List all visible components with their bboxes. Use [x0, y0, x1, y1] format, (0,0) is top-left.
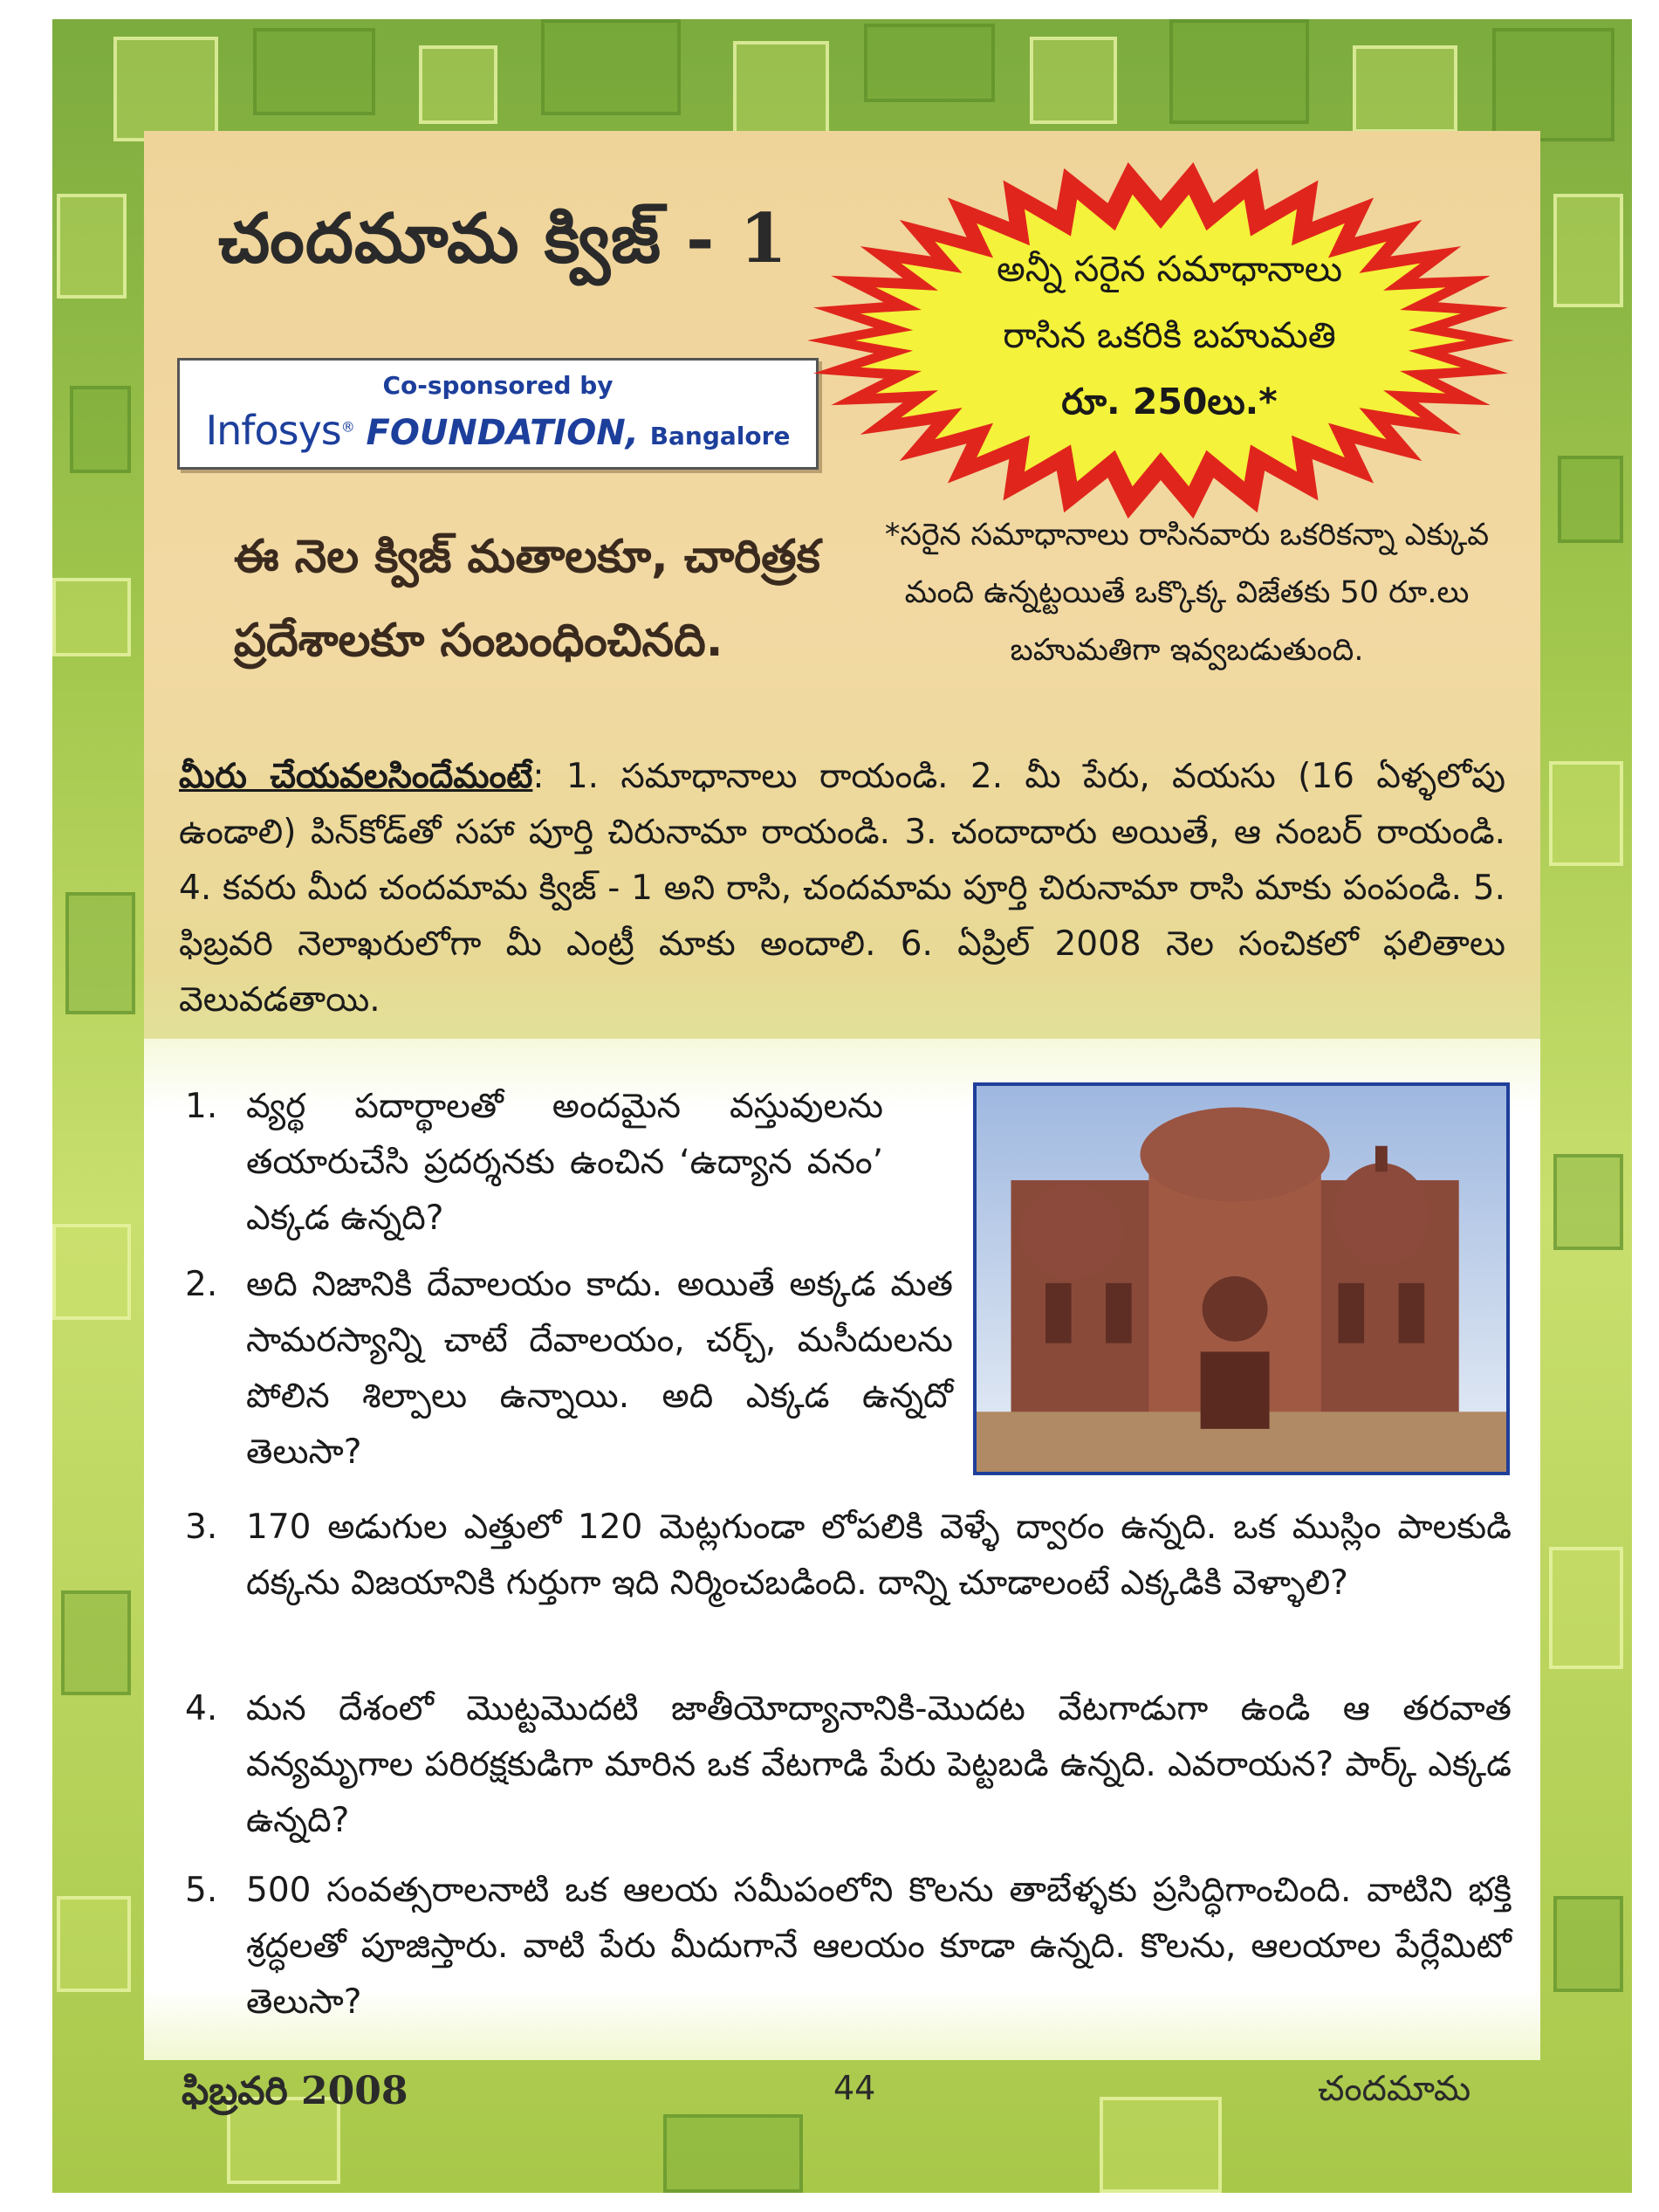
decor-square: [1553, 1896, 1623, 1992]
decor-square: [864, 24, 995, 102]
temple-photo: [973, 1082, 1510, 1475]
question-5: [185, 1863, 1512, 2030]
decor-square: [1100, 2097, 1222, 2193]
decor-square: [61, 1590, 131, 1695]
decor-square: [663, 2114, 803, 2193]
decor-square: [52, 578, 131, 656]
decor-square: [113, 37, 218, 141]
decor-square: [253, 28, 375, 115]
decor-square: [541, 19, 681, 115]
decor-square: [1558, 456, 1623, 543]
decor-square: [1553, 1154, 1623, 1250]
question-number: 4.: [185, 1689, 218, 1728]
decor-square: [1353, 45, 1457, 133]
sponsor-caption: Co-sponsored by: [382, 371, 614, 400]
decor-square: [65, 892, 135, 1014]
decor-square: [57, 1896, 131, 1992]
decor-square: [1549, 1547, 1623, 1669]
prize-line-1: అన్నీ సరైన సమాధానాలు: [996, 248, 1343, 290]
question-number: 2.: [185, 1265, 218, 1304]
prize-line-2: రాసిన ఒకరికి బహుమతి: [1003, 314, 1336, 356]
question-2: [185, 1257, 953, 1480]
quiz-title: చందమామ క్విజ్ - 1: [218, 199, 788, 278]
sponsor-box: [177, 358, 819, 470]
instructions: [179, 749, 1505, 1028]
decor-square: [1553, 194, 1623, 307]
question-1: [185, 1079, 883, 1247]
prize-footnote: *సరైన సమాధానాలు రాసినవారు ఒకరికన్నా ఎక్కువ మంది ఉన్నట్టయితే ఒక్కొక్క విజేతకు 50 రూ.లు బహుమతిగా ఇవ్వబడుతుంది.: [884, 518, 1490, 668]
question-number: 5.: [185, 1871, 218, 1910]
sponsor-city: Bangalore: [649, 422, 791, 450]
decor-square: [70, 386, 131, 473]
prize-amount: రూ. 250లు.*: [1061, 381, 1278, 422]
sponsor-foundation: FOUNDATION,: [366, 413, 639, 453]
decor-square: [52, 1224, 131, 1320]
sponsor-brand: Infosys: [205, 407, 341, 454]
decor-square: [1030, 37, 1117, 124]
question-text: అది నిజానికి దేవాలయం కాదు. అయితే అక్కడ మత సామరస్యాన్ని చాటే దేవాలయం, చర్చ్, మసీదులను పోలిన శిల్పాలు ఉన్నాయి. అది ఎక్కడ ఉన్నదో తెలుసా?: [246, 1265, 953, 1472]
question-3: [185, 1500, 1512, 1611]
question-text: 500 సంవత్సరాలనాటి ఒక ఆలయ సమీపంలోని కొలను తాబేళ్ళకు ప్రసిద్ధిగాంచింది. వాటిని భక్తి శ్రద్ధలతో పూజిస్తారు. వాటి పేరు మీదుగానే ఆలయం కూడా ఉన్నది. కొలను, ఆలయాల పేర్లేమిటో తెలుసా?: [246, 1871, 1512, 2022]
question-text: మన దేశంలో మొట్టమొదటి జాతీయోద్యానానికి-మొదట వేటగాడుగా ఉండి ఆ తరవాత వన్యమృగాల పరిరక్షకుడిగా మారిన ఒక వేటగాడి పేరు పెట్టబడి ఉన్నది. ఎవరాయన? పార్క్ ఎక్కడ ఉన్నది?: [246, 1689, 1512, 1840]
decor-square: [1549, 761, 1623, 866]
decor-square: [57, 194, 127, 299]
decor-square: [1492, 28, 1614, 141]
footer-magazine-name: చందమామ: [1318, 2069, 1471, 2109]
instructions-lead: మీరు చేయవలసిందేమంటే: [179, 757, 533, 796]
question-4: [185, 1681, 1512, 1849]
decor-square: [733, 41, 829, 137]
instructions-body: : 1. సమాధానాలు రాయండి. 2. మీ పేరు, వయసు (16 ఏళ్ళలోపు ఉండాలి) పిన్‌కోడ్‌తో సహా పూర్తి చిరునామా రాయండి. 3. చందాదారు అయితే, ఆ నంబర్ రాయండి. 4. కవరు మీద చందమామ క్విజ్ - 1 అని రాసి, చందమామ పూర్తి చిరునామా రాసి మాకు పంపండి. 5. ఫిబ్రవరి నెలాఖరులోగా మీ ఎంట్రీ మాకు అందాలి. 6. ఏప్రిల్ 2008 నెల సంచికలో ఫలితాలు వెలువడతాయి.: [179, 757, 1506, 1020]
prize-announcement: [951, 236, 1388, 435]
footer-page-number: 44: [833, 2069, 876, 2107]
decor-square: [419, 45, 497, 124]
question-number: 1.: [185, 1087, 218, 1126]
question-text: వ్యర్థ పదార్థాలతో అందమైన వస్తువులను తయారుచేసి ప్రదర్శనకు ఉంచిన ‘ఉద్యాన వనం’ ఎక్కడ ఉన్నది?: [246, 1087, 883, 1238]
sponsor-logo: Infosys® FOUNDATION, Bangalore: [205, 407, 791, 454]
question-text: 170 అడుగుల ఎత్తులో 120 మెట్లగుండా లోపలికి వెళ్ళే ద్వారం ఉన్నది. ఒక ముస్లిం పాలకుడి దక్కను విజయానికి గుర్తుగా ఇది నిర్మించబడింది. దాన్ని చూడాలంటే ఎక్కడికి వెళ్ళాలి?: [246, 1508, 1512, 1603]
question-number: 3.: [185, 1508, 218, 1547]
decor-square: [1169, 19, 1309, 124]
footer-issue-date: ఫిబ్రవరి 2008: [182, 2069, 408, 2113]
quiz-intro: ఈ నెల క్విజ్ మతాలకూ, చారిత్రక ప్రదేశాలకూ సంబంధించినది.: [234, 531, 820, 667]
